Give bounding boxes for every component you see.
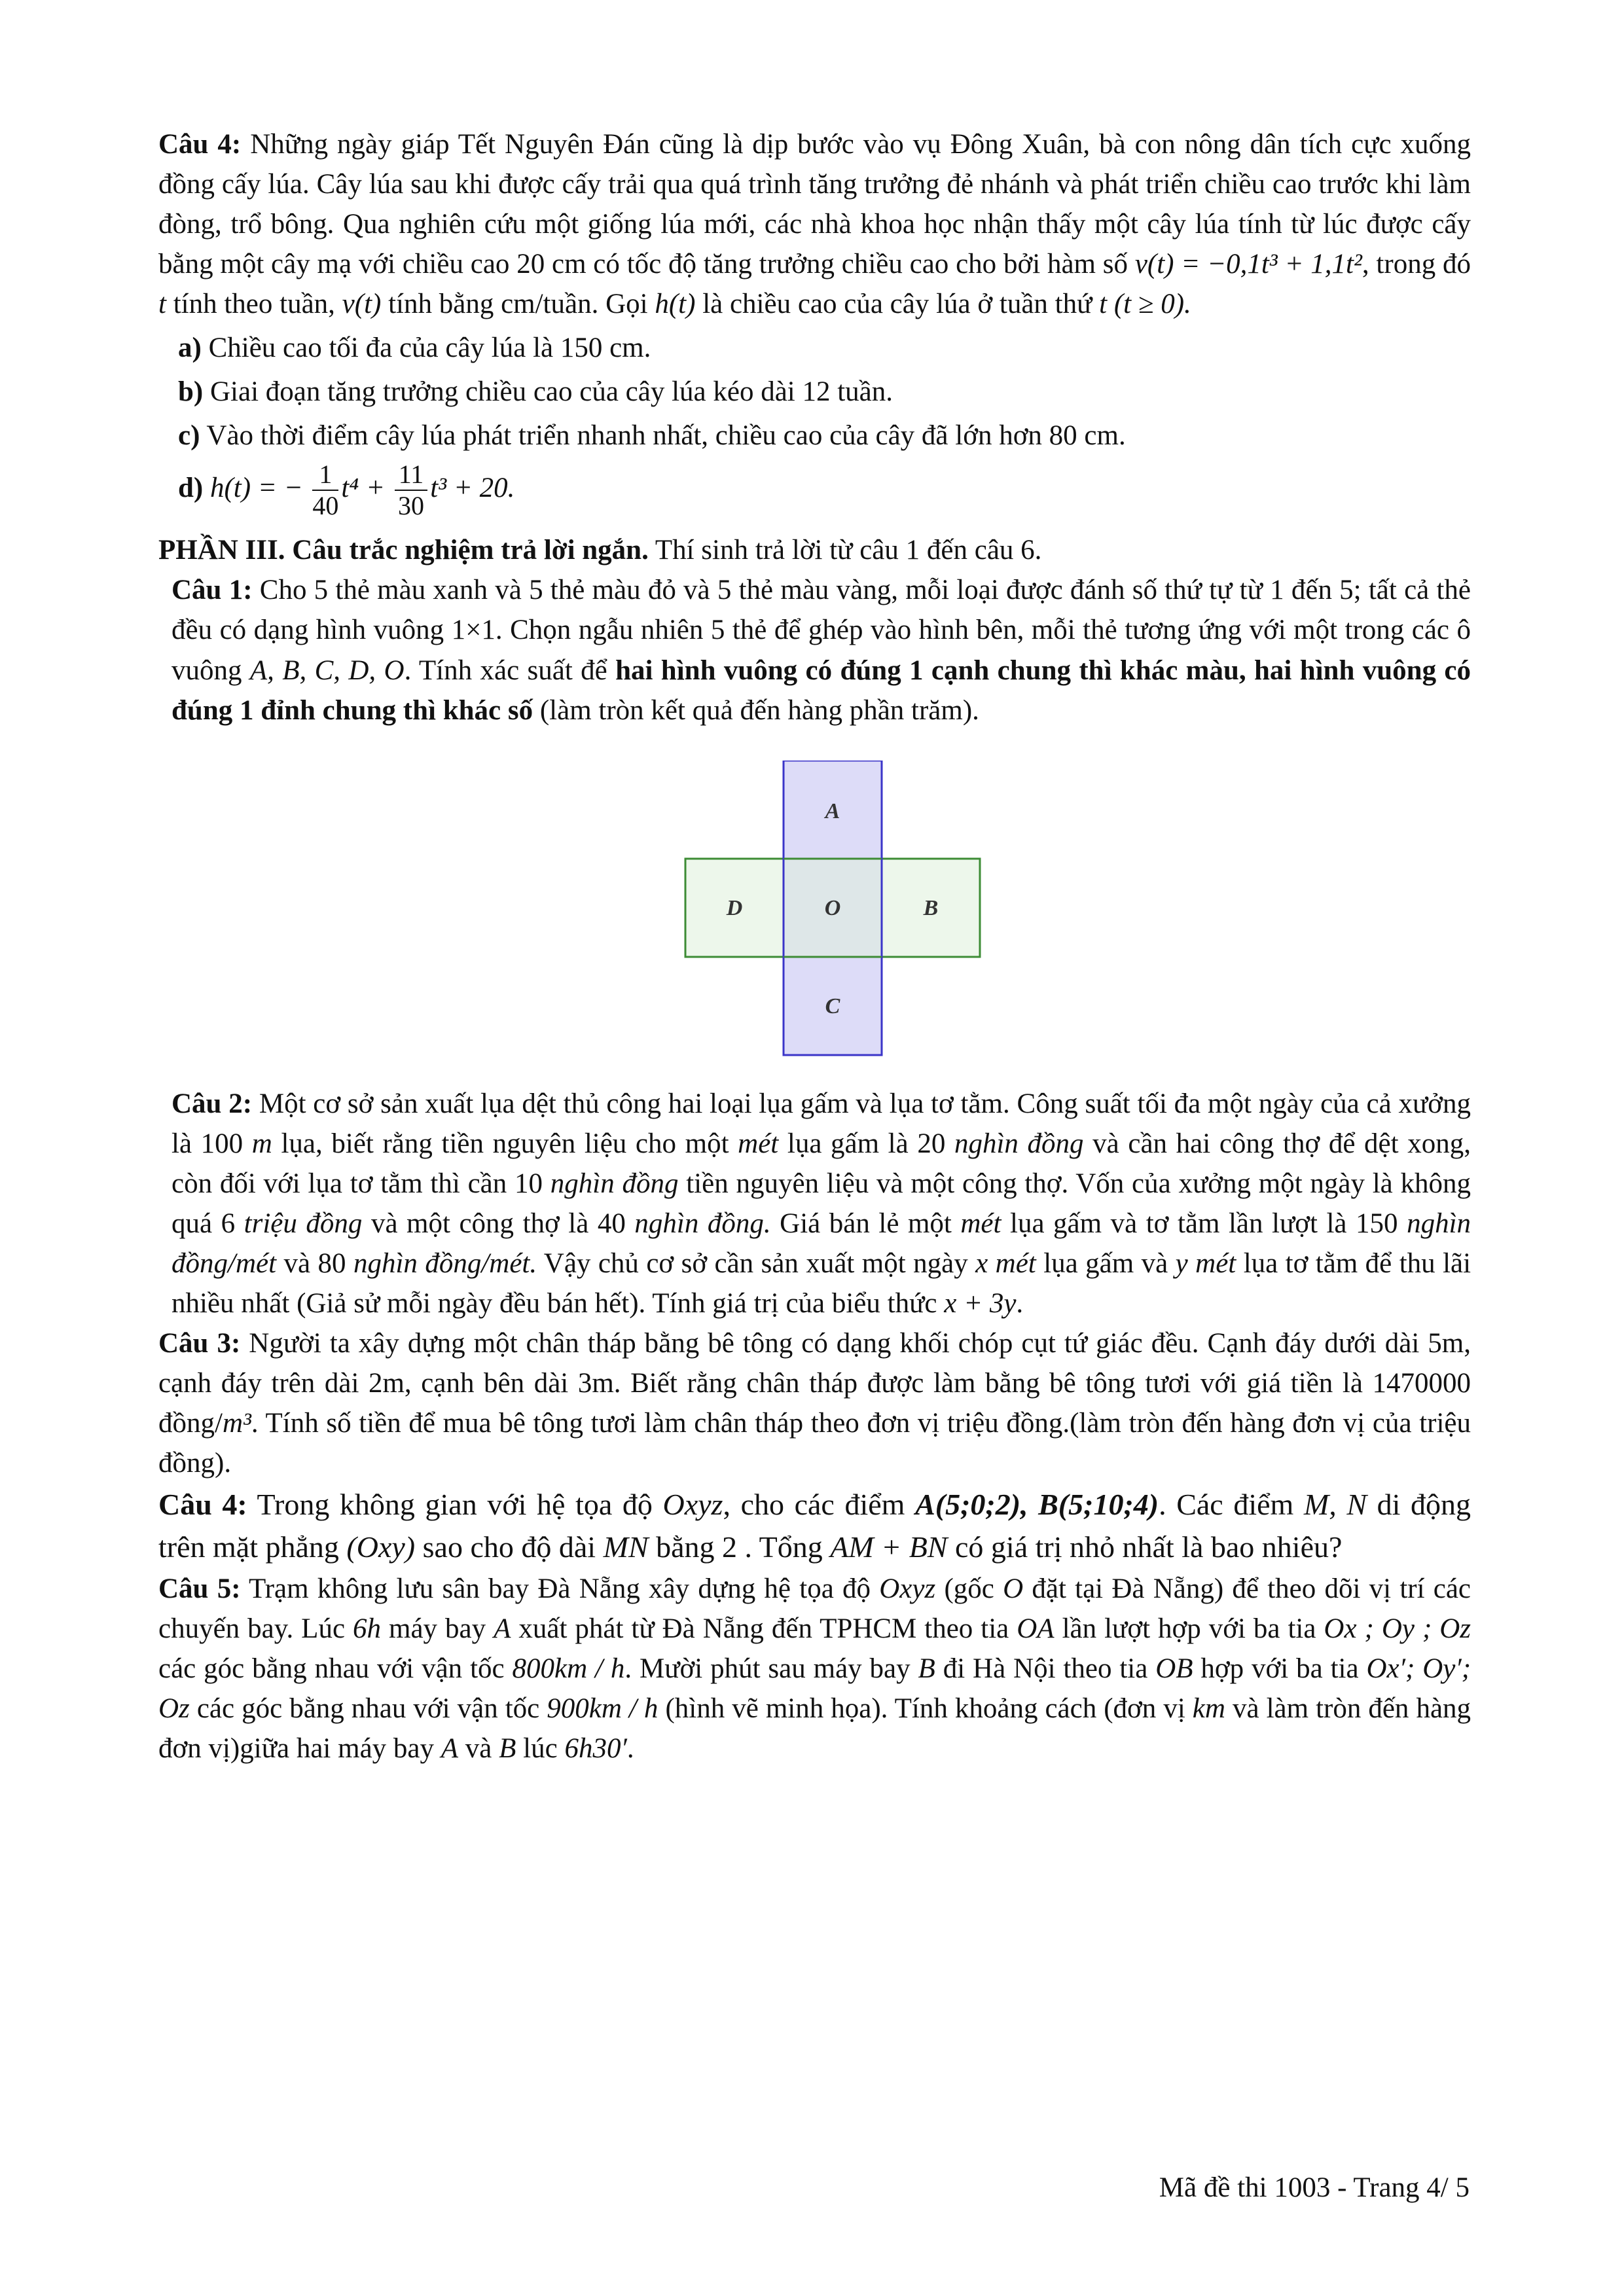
q4-option-c [178, 416, 1471, 456]
var-t: t [158, 289, 166, 320]
q1-text1: Cho 5 thẻ màu xanh và 5 thẻ màu đỏ và 5 thẻ màu vàng, mỗi loại được đánh số thứ tự từ 1 đến 5; tất cả thẻ đều có dạng hình vuông 1×1. Chọn ngẫu nhiên 5 thẻ để ghép vào hình bên, mỗi thẻ tương ứng với một trong các ô vuông [171, 575, 1471, 686]
q5-coord-system: Oxyz [879, 1573, 936, 1604]
q2-unit-nghin-dong: nghìn đồng [954, 1128, 1084, 1159]
q2-unit-price: nghìn đồng/mét. [353, 1247, 537, 1279]
q5-axes: Ox ; Oy ; Oz [1324, 1613, 1471, 1644]
q2-unit-trieu-dong: triệu đồng [244, 1208, 363, 1239]
q2-unit-m: m [251, 1128, 272, 1159]
q5-text: . [626, 1732, 634, 1764]
q2-text: tiền nguyên liệu và một công thợ. Vốn của xưởng một ngày là không quá 6 [171, 1168, 1471, 1239]
q2-text: lụa gấm và [1043, 1247, 1168, 1279]
q4-text: . Các điểm [1159, 1488, 1294, 1522]
var-vt: v(t) [342, 289, 382, 320]
square-label-o: O [824, 895, 841, 920]
q5-text: hợp với ba tia [1200, 1653, 1359, 1684]
option-a-text: Chiều cao tối đa của cây lúa là 150 cm. [208, 332, 651, 364]
option-d-lhs: h(t) = − [209, 473, 303, 504]
q1-label: Câu 1: [171, 575, 253, 606]
velocity-formula: v(t) = −0,1t³ + 1,1t² [1134, 249, 1362, 280]
square-label-a: A [825, 798, 840, 823]
q4-label: Câu 4: [158, 1488, 247, 1522]
q4-text: , cho các điểm [723, 1488, 905, 1522]
q4-text: có giá trị nhỏ nhất là bao nhiêu? [955, 1530, 1343, 1564]
q4-part2-label: Câu 4: [158, 129, 242, 160]
cross-figure [682, 761, 983, 1062]
cross-diagram [682, 761, 983, 1062]
q5-plane-b: B [499, 1732, 516, 1764]
fraction-denominator: 40 [312, 491, 339, 521]
q5-text: (hình vẽ minh họa). Tính khoảng cách (đơn vị [665, 1693, 1185, 1724]
q4-points-mn: M, N [1303, 1488, 1367, 1522]
q5-text: xuất phát từ Đà Nẵng đến TPHCM theo tia [518, 1613, 1009, 1644]
q5-plane-a: A [441, 1732, 459, 1764]
q4-text: di động trên mặt phẳng [158, 1488, 1471, 1564]
fraction-1-40 [312, 459, 338, 521]
q2-unit-nghin-dong: nghìn đồng. [634, 1208, 771, 1239]
part3-heading: PHẦN III. Câu trắc nghiệm trả lời ngắn. [158, 535, 649, 566]
q5-text: . Mười phút sau máy bay [624, 1653, 911, 1684]
q4-plane: (Oxy) [346, 1530, 416, 1564]
option-c-text: Vào thời điểm cây lúa phát triển nhanh nhất, chiều cao của cây đã lớn hơn 80 cm. [206, 420, 1126, 452]
q4-coord-system: Oxyz [662, 1488, 723, 1522]
q3-unit: m³ [222, 1407, 251, 1439]
q3-stem [158, 1323, 1471, 1483]
q5-speed: 800km / h [512, 1653, 625, 1684]
part3-heading-line [158, 530, 1471, 570]
q5-text: đi Hà Nội theo tia [943, 1653, 1148, 1684]
q5-label: Câu 5: [158, 1573, 241, 1604]
option-d-end: t³ + 20. [430, 473, 515, 504]
q2-text: Một cơ sở sản xuất lụa dệt thủ công hai loại lụa gấm và lụa tơ tằm. Công suất tối đa một ngày của cả xưởng là 100 [171, 1088, 1471, 1159]
q4-sum: AM + BN [830, 1530, 948, 1564]
q5-ray-ob: OB [1155, 1653, 1193, 1684]
q4-text: sao cho độ dài [422, 1530, 596, 1564]
q2-expression: x + 3y [944, 1287, 1017, 1319]
q5-text: các góc bằng nhau với vận tốc [158, 1653, 505, 1684]
q5-text: máy bay [389, 1613, 486, 1644]
option-d-mid: t⁴ + [341, 473, 386, 504]
q5-text: các góc bằng nhau với vận tốc [196, 1693, 540, 1724]
q2-var-y: y mét [1175, 1247, 1236, 1279]
option-a-label: a) [178, 332, 202, 364]
part3-instruction: Thí sinh trả lời từ câu 1 đến câu 6. [655, 535, 1042, 566]
q5-text: lần lượt hợp với ba tia [1062, 1613, 1316, 1644]
q2-text: Vậy chủ cơ sở cần sản xuất một ngày [543, 1247, 968, 1279]
square-label-d: D [726, 895, 743, 920]
q1-text3: (làm tròn kết quả đến hàng phần trăm). [539, 694, 979, 726]
q1-text2: . Tính xác suất để [404, 655, 607, 686]
var-ht: h(t) [655, 289, 696, 320]
q5-plane-b: B [918, 1653, 935, 1684]
q5-stem [158, 1569, 1471, 1768]
q4-option-d [178, 459, 1471, 521]
option-b-label: b) [178, 376, 204, 408]
q2-text: lụa, biết rằng tiền nguyên liệu cho một [281, 1128, 729, 1159]
q3-text: Người ta xây dựng một chân tháp bằng bê tông có dạng khối chóp cụt tứ giác đều. Cạnh đáy dưới dài 5m, cạnh đáy trên dài 2m, cạnh bên dài 3m. Biết rằng chân tháp được làm bằng bê tông tươi với giá tiền là 1470000 đồng/ [158, 1327, 1471, 1439]
q5-time: 6h [353, 1613, 382, 1644]
square-label-c: C [825, 994, 840, 1018]
q2-label: Câu 2: [171, 1088, 253, 1119]
q4-option-b [178, 372, 1471, 412]
q3-text: . Tính số tiền để mua bê tông tươi làm chân tháp theo đơn vị triệu đồng.(làm tròn đến hàng đơn vị của triệu đồng). [158, 1407, 1471, 1479]
option-b-text: Giai đoạn tăng trưởng chiều cao của cây lúa kéo dài 12 tuần. [209, 376, 893, 408]
q5-origin: O [1003, 1573, 1024, 1604]
square-label-b: B [923, 895, 939, 920]
q4-option-a [178, 328, 1471, 368]
q5-unit-km: km [1192, 1693, 1225, 1724]
q2-stem [171, 1084, 1471, 1323]
q2-var-x: x mét [975, 1247, 1036, 1279]
exam-page [158, 124, 1471, 1768]
q2-text: lụa tơ tằm để thu lãi nhiều nhất (Giả sử mỗi ngày đều bán hết). Tính giá trị của biểu thức [171, 1247, 1471, 1319]
q5-plane-a: A [494, 1613, 511, 1644]
q2-unit-met: mét [960, 1208, 1001, 1239]
q1-stem [171, 570, 1471, 730]
q5-text: đặt tại Đà Nẵng) để theo dõi vị trí các chuyến bay. Lúc [158, 1573, 1471, 1644]
q4-part2-text2: , trong đó [1362, 249, 1471, 280]
q2-text: và 80 [283, 1247, 346, 1279]
option-d-label: d) [178, 473, 204, 504]
fraction-numerator: 1 [312, 459, 338, 491]
q5-text: Trạm không lưu sân bay Đà Nẵng xây dựng hệ tọa độ [248, 1573, 871, 1604]
q2-text: và một công thợ là 40 [370, 1208, 626, 1239]
q4-stem [158, 1483, 1471, 1569]
fraction-denominator: 30 [398, 491, 425, 521]
q5-ray-oa: OA [1017, 1613, 1055, 1644]
q5-text: và làm tròn đến hàng đơn vị)giữa hai máy bay [158, 1693, 1471, 1764]
q5-text: (gốc [944, 1573, 994, 1604]
q4-points: A(5;0;2), B(5;10;4) [915, 1488, 1159, 1522]
q4-part2-text5: là chiều cao của cây lúa ở tuần thứ [702, 289, 1092, 320]
q2-text: và cần hai công thợ để dệt xong, còn đối với lụa tơ tằm thì cần 10 [171, 1128, 1471, 1199]
q5-text: và [465, 1732, 492, 1764]
q2-unit-met: mét [738, 1128, 779, 1159]
fraction-numerator: 11 [395, 459, 428, 491]
q5-axes: Ox′; Oy′; Oz [158, 1653, 1471, 1724]
q4-segment: MN [603, 1530, 649, 1564]
page-footer: Mã đề thi 1003 - Trang 4/ 5 [1159, 2172, 1470, 2203]
q4-part2-stem [158, 124, 1471, 324]
q2-unit-price: nghìn đồng/mét [171, 1208, 1471, 1279]
q4-part2-text1: Những ngày giáp Tết Nguyên Đán cũng là dịp bước vào vụ Đông Xuân, bà con nông dân tích cực xuống đồng cấy lúa. Cây lúa sau khi được cấy trải qua quá trình tăng trưởng đẻ nhánh và phát triển chiều cao trước khi làm đòng, trổ bông. Qua nghiên cứu một giống lúa mới, các nhà khoa học nhận thấy một cây lúa tính từ lúc được cấy bằng một cây mạ với chiều cao 20 cm có tốc độ tăng trưởng chiều cao cho bởi hàm số [158, 129, 1471, 280]
q4-part2-text3: tính theo tuần, [173, 289, 335, 320]
q1-bold-condition: hai hình vuông có đúng 1 cạnh chung thì khác màu, hai hình vuông có đúng 1 đỉnh chung thì khác số [171, 655, 1471, 726]
q2-text: lụa gấm là 20 [787, 1128, 946, 1159]
q5-text: lúc [523, 1732, 558, 1764]
q2-text: Giá bán lẻ một [780, 1208, 952, 1239]
fraction-11-30 [395, 459, 428, 521]
q2-text: . [1016, 1287, 1024, 1319]
q3-label: Câu 3: [158, 1327, 241, 1359]
q2-text: lụa gấm và tơ tằm lần lượt là 150 [1010, 1208, 1398, 1239]
q4-text: bằng 2 . Tổng [656, 1530, 823, 1564]
time-condition: t (t ≥ 0). [1099, 289, 1191, 320]
q4-part2-text4: tính bằng cm/tuần. Gọi [388, 289, 648, 320]
q5-time: 6h30′ [564, 1732, 627, 1764]
q5-speed: 900km / h [547, 1693, 659, 1724]
q2-unit-nghin-dong: nghìn đồng [550, 1168, 679, 1199]
q1-squares: A, B, C, D, O [249, 655, 405, 686]
q4-text: Trong không gian với hệ tọa độ [257, 1488, 653, 1522]
option-c-label: c) [178, 420, 200, 452]
